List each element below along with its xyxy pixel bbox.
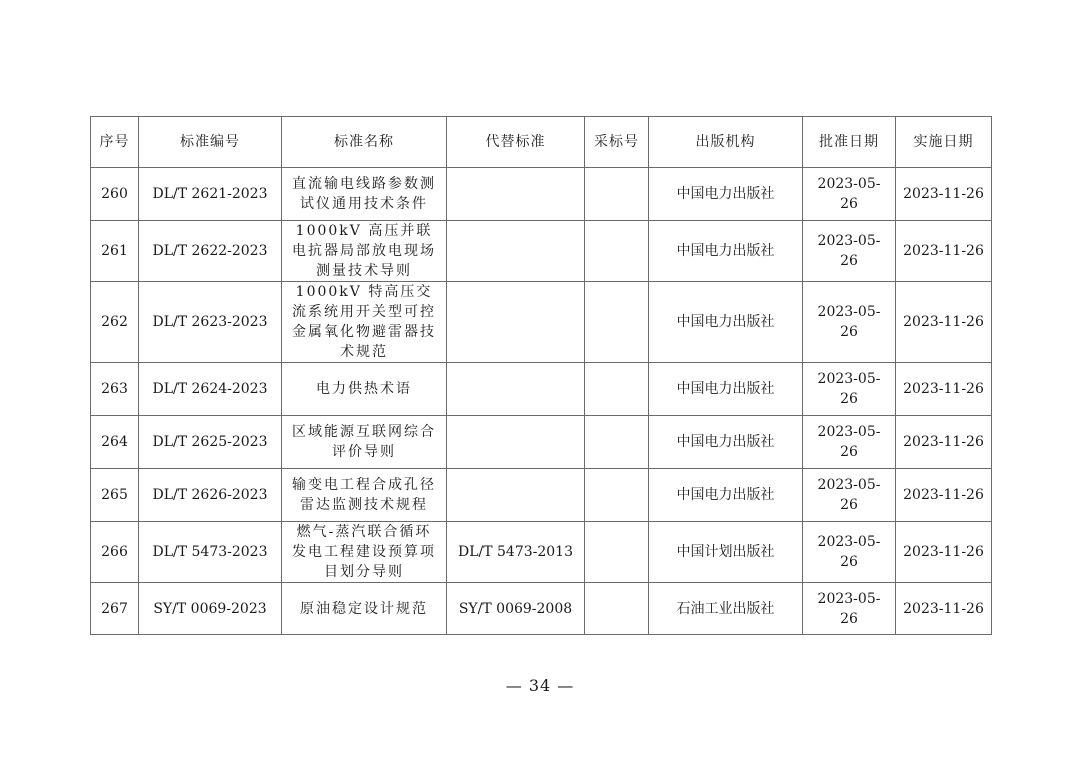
table-row: [91, 282, 992, 363]
cell-publisher: 中国电力出版社: [649, 282, 803, 363]
cell-name: 1000kV 特高压交流系统用开关型可控金属氧化物避雷器技术规范: [282, 282, 447, 363]
cell-code: SY/T 0069-2023: [139, 583, 282, 635]
cell-no: 262: [91, 282, 139, 363]
table-row: [91, 221, 992, 282]
cell-name: 电力供热术语: [282, 363, 447, 416]
cell-adopted: [585, 522, 649, 583]
header-approved: 批准日期: [803, 117, 896, 168]
header-adopted: 采标号: [585, 117, 649, 168]
cell-publisher: 中国电力出版社: [649, 363, 803, 416]
cell-code: DL/T 2624-2023: [139, 363, 282, 416]
cell-approved: 2023-05-26: [803, 522, 896, 583]
cell-effective: 2023-11-26: [896, 522, 992, 583]
cell-publisher: 中国电力出版社: [649, 221, 803, 282]
cell-approved: 2023-05-26: [803, 416, 896, 469]
cell-replaces: [447, 168, 585, 221]
header-no: 序号: [91, 117, 139, 168]
cell-code: DL/T 2625-2023: [139, 416, 282, 469]
cell-no: 261: [91, 221, 139, 282]
cell-no: 266: [91, 522, 139, 583]
table-row: [91, 469, 992, 522]
header-effective: 实施日期: [896, 117, 992, 168]
cell-name: 原油稳定设计规范: [282, 583, 447, 635]
cell-publisher: 中国电力出版社: [649, 416, 803, 469]
cell-name: 直流输电线路参数测试仪通用技术条件: [282, 168, 447, 221]
header-name: 标准名称: [282, 117, 447, 168]
cell-approved: 2023-05-26: [803, 363, 896, 416]
cell-adopted: [585, 416, 649, 469]
cell-code: DL/T 5473-2023: [139, 522, 282, 583]
cell-adopted: [585, 583, 649, 635]
table-header-row: [91, 117, 992, 168]
cell-adopted: [585, 168, 649, 221]
cell-approved: 2023-05-26: [803, 583, 896, 635]
cell-approved: 2023-05-26: [803, 168, 896, 221]
cell-replaces: SY/T 0069-2008: [447, 583, 585, 635]
standards-table: [90, 116, 992, 635]
cell-name: 燃气-蒸汽联合循环发电工程建设预算项目划分导则: [282, 522, 447, 583]
cell-replaces: [447, 282, 585, 363]
cell-replaces: [447, 363, 585, 416]
cell-publisher: 中国电力出版社: [649, 168, 803, 221]
cell-approved: 2023-05-26: [803, 469, 896, 522]
cell-adopted: [585, 469, 649, 522]
cell-effective: 2023-11-26: [896, 168, 992, 221]
table-row: [91, 522, 992, 583]
cell-effective: 2023-11-26: [896, 282, 992, 363]
cell-adopted: [585, 221, 649, 282]
cell-no: 263: [91, 363, 139, 416]
cell-adopted: [585, 282, 649, 363]
cell-publisher: 石油工业出版社: [649, 583, 803, 635]
cell-code: DL/T 2623-2023: [139, 282, 282, 363]
cell-effective: 2023-11-26: [896, 416, 992, 469]
header-publisher: 出版机构: [649, 117, 803, 168]
cell-code: DL/T 2622-2023: [139, 221, 282, 282]
cell-name: 1000kV 高压并联电抗器局部放电现场测量技术导则: [282, 221, 447, 282]
cell-effective: 2023-11-26: [896, 583, 992, 635]
cell-replaces: [447, 416, 585, 469]
table-row: [91, 583, 992, 635]
cell-publisher: 中国计划出版社: [649, 522, 803, 583]
cell-no: 267: [91, 583, 139, 635]
cell-name: 输变电工程合成孔径雷达监测技术规程: [282, 469, 447, 522]
header-replaces: 代替标准: [447, 117, 585, 168]
cell-name: 区域能源互联网综合评价导则: [282, 416, 447, 469]
cell-code: DL/T 2626-2023: [139, 469, 282, 522]
table-row: [91, 168, 992, 221]
cell-approved: 2023-05-26: [803, 221, 896, 282]
cell-no: 260: [91, 168, 139, 221]
cell-approved: 2023-05-26: [803, 282, 896, 363]
cell-replaces: DL/T 5473-2013: [447, 522, 585, 583]
cell-no: 265: [91, 469, 139, 522]
cell-replaces: [447, 469, 585, 522]
cell-adopted: [585, 363, 649, 416]
cell-code: DL/T 2621-2023: [139, 168, 282, 221]
header-code: 标准编号: [139, 117, 282, 168]
cell-effective: 2023-11-26: [896, 363, 992, 416]
cell-no: 264: [91, 416, 139, 469]
table-row: [91, 416, 992, 469]
cell-replaces: [447, 221, 585, 282]
cell-effective: 2023-11-26: [896, 469, 992, 522]
cell-publisher: 中国电力出版社: [649, 469, 803, 522]
page-number: — 34 —: [505, 676, 575, 695]
cell-effective: 2023-11-26: [896, 221, 992, 282]
table-row: [91, 363, 992, 416]
